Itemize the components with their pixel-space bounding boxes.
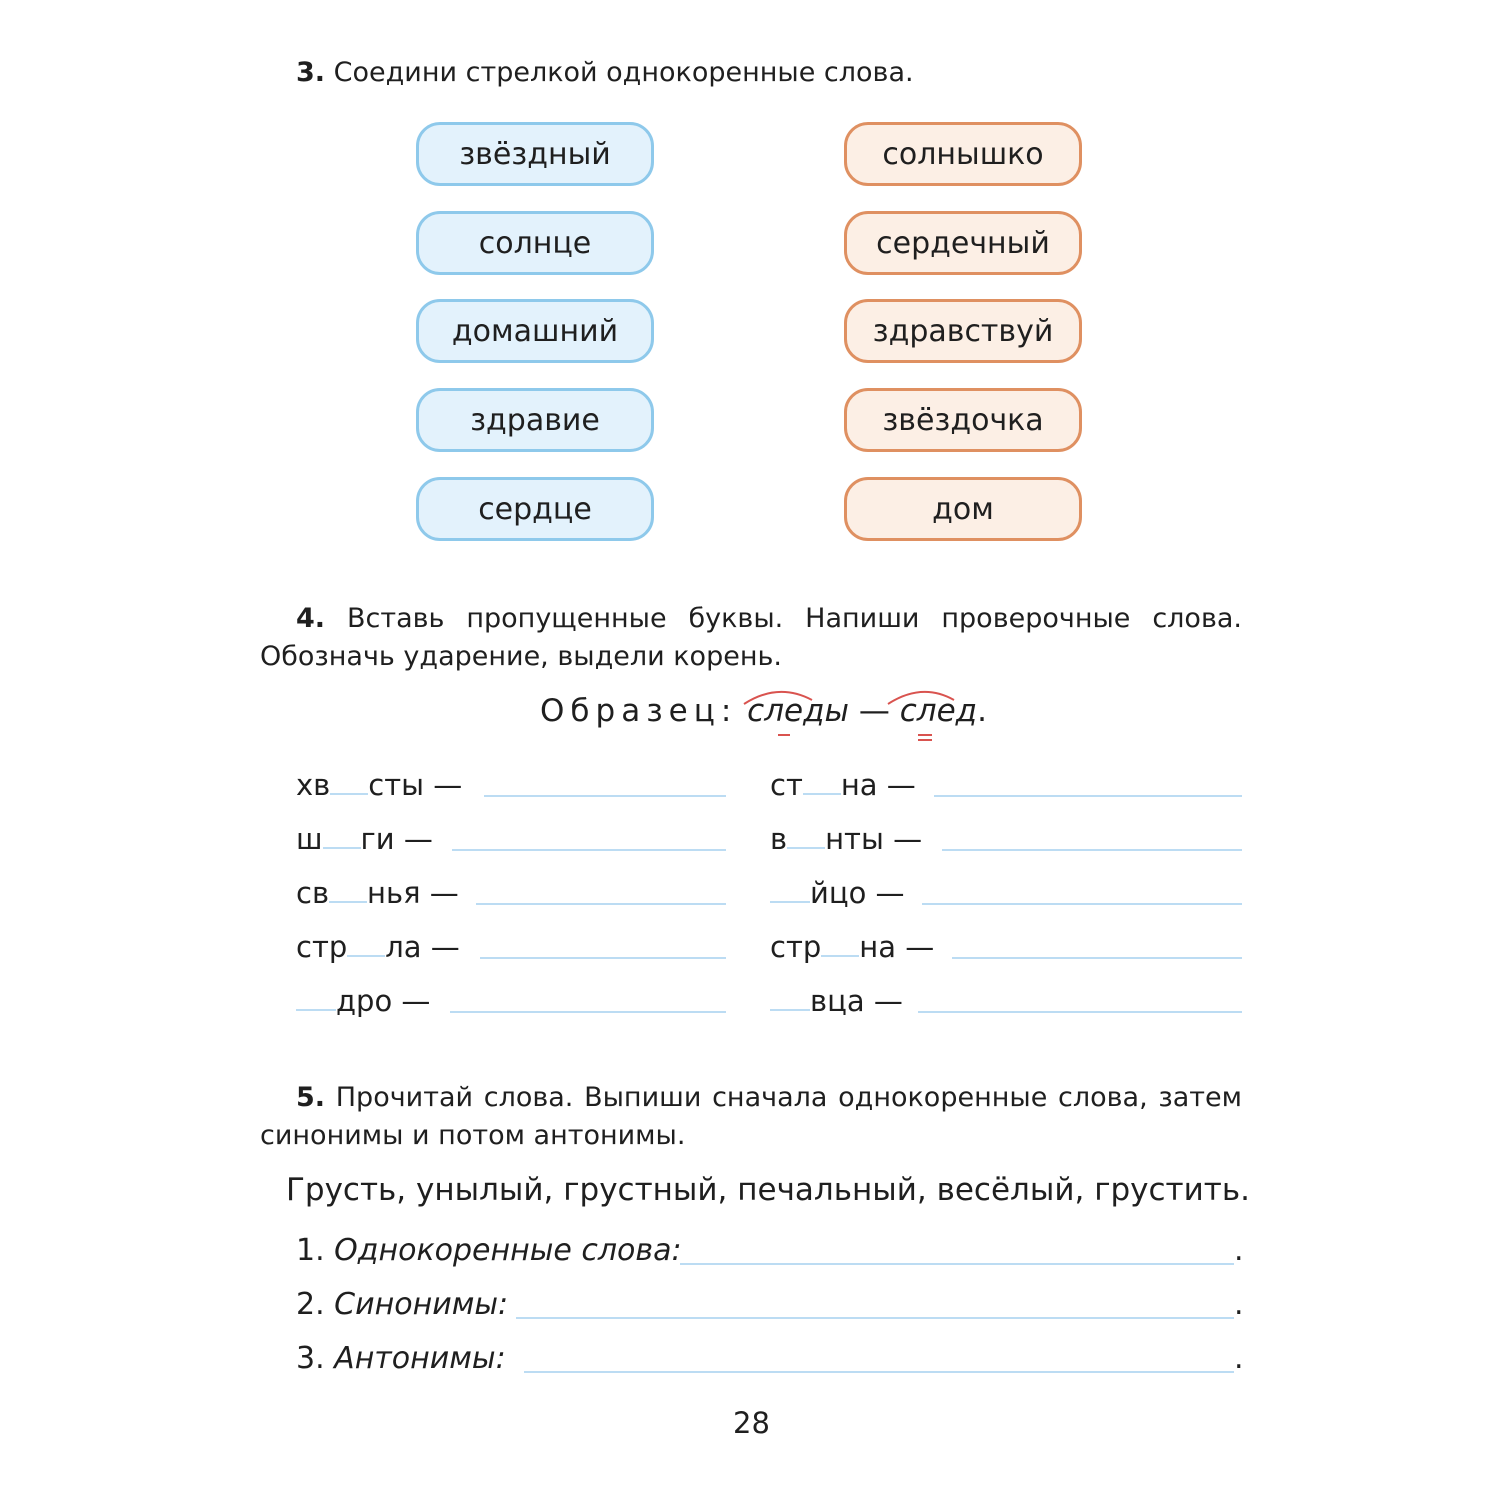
answer-line-3[interactable] xyxy=(524,1371,1234,1373)
answer-line-left-1[interactable] xyxy=(484,795,726,797)
word-list: Грусть, унылый, грустный, печальный, весёлый, грустить. xyxy=(286,1172,1250,1208)
missing-letter-blank[interactable] xyxy=(323,823,361,849)
task3-text: Соедини стрелкой однокоренные слова. xyxy=(333,57,914,88)
row-suffix: вца — xyxy=(810,984,903,1018)
fill-row-left-4 xyxy=(296,929,460,965)
fill-row-right-1 xyxy=(770,767,916,803)
missing-letter-blank[interactable] xyxy=(787,823,825,849)
left-word-4[interactable]: здравие xyxy=(416,388,654,452)
answer-line-right-3[interactable] xyxy=(922,903,1242,905)
fill-row-right-4 xyxy=(770,929,934,965)
fill-row-left-1 xyxy=(296,767,462,803)
row-prefix: хв xyxy=(296,768,331,802)
sample-root-marks xyxy=(730,678,970,748)
row-prefix: ш xyxy=(296,822,323,856)
answer-end-1: . xyxy=(1234,1233,1244,1268)
answer-label: Однокоренные слова: xyxy=(334,1233,682,1268)
missing-letter-blank[interactable] xyxy=(770,985,810,1011)
left-word-3[interactable]: домашний xyxy=(416,299,654,363)
answer-row-3 xyxy=(296,1341,506,1376)
right-word-4[interactable]: звёздочка xyxy=(844,388,1082,452)
missing-letter-blank[interactable] xyxy=(821,931,859,957)
answer-end-3: . xyxy=(1234,1341,1244,1376)
missing-letter-blank[interactable] xyxy=(329,877,367,903)
answer-line-right-2[interactable] xyxy=(942,849,1242,851)
row-suffix: йцо — xyxy=(810,876,905,910)
row-suffix: ги — xyxy=(360,822,433,856)
row-suffix: на — xyxy=(859,930,935,964)
answer-num: 3. xyxy=(296,1341,325,1376)
missing-letter-blank[interactable] xyxy=(803,769,841,795)
sample-word-2: след xyxy=(899,693,978,729)
answer-label: Синонимы: xyxy=(334,1287,509,1322)
row-suffix: ла — xyxy=(385,930,460,964)
sample-dash: — xyxy=(858,693,890,729)
row-suffix: нья — xyxy=(367,876,459,910)
sample-word-1: следы xyxy=(747,693,849,729)
root-arc-1 xyxy=(744,692,812,704)
task3-heading xyxy=(296,54,1246,92)
answer-line-2[interactable] xyxy=(516,1317,1234,1319)
fill-row-right-5 xyxy=(770,983,903,1019)
task4-number: 4. xyxy=(296,603,326,634)
fill-row-left-2 xyxy=(296,821,433,857)
answer-num: 2. xyxy=(296,1287,325,1322)
left-word-2[interactable]: солнце xyxy=(416,211,654,275)
task5-text: Прочитай слова. Выпиши сначала однокоренные слова, затем синонимы и потом антонимы. xyxy=(260,1082,1242,1151)
right-word-3[interactable]: здравствуй xyxy=(844,299,1082,363)
page-number: 28 xyxy=(733,1406,770,1440)
answer-line-left-5[interactable] xyxy=(450,1011,726,1013)
answer-line-left-3[interactable] xyxy=(476,903,726,905)
answer-line-left-4[interactable] xyxy=(480,957,726,959)
row-prefix: в xyxy=(770,822,788,856)
answer-line-right-1[interactable] xyxy=(934,795,1242,797)
answer-line-left-2[interactable] xyxy=(452,849,726,851)
left-word-1[interactable]: звёздный xyxy=(416,122,654,186)
right-word-5[interactable]: дом xyxy=(844,477,1082,541)
missing-letter-blank[interactable] xyxy=(330,769,368,795)
row-suffix: на — xyxy=(840,768,916,802)
fill-row-right-3 xyxy=(770,875,905,911)
answer-num: 1. xyxy=(296,1233,325,1268)
task4-heading xyxy=(260,600,1242,676)
missing-letter-blank[interactable] xyxy=(770,877,810,903)
answer-row-2 xyxy=(296,1287,508,1322)
answer-line-1[interactable] xyxy=(680,1263,1234,1265)
task5-number: 5. xyxy=(296,1082,326,1113)
task3-number: 3. xyxy=(296,57,326,88)
row-prefix: св xyxy=(296,876,330,910)
right-word-2[interactable]: сердечный xyxy=(844,211,1082,275)
row-prefix: стр xyxy=(770,930,822,964)
answer-line-right-4[interactable] xyxy=(952,957,1242,959)
missing-letter-blank[interactable] xyxy=(347,931,385,957)
task5-heading xyxy=(260,1079,1242,1155)
left-word-5[interactable]: сердце xyxy=(416,477,654,541)
fill-row-left-3 xyxy=(296,875,459,911)
right-word-1[interactable]: солнышко xyxy=(844,122,1082,186)
sample-label: Образец: xyxy=(540,693,738,729)
answer-row-1 xyxy=(296,1233,682,1268)
answer-label: Антонимы: xyxy=(334,1341,506,1376)
fill-row-right-2 xyxy=(770,821,922,857)
row-prefix: стр xyxy=(296,930,348,964)
sample-dot: . xyxy=(977,693,987,729)
row-suffix: дро — xyxy=(336,984,431,1018)
missing-letter-blank[interactable] xyxy=(296,985,336,1011)
row-suffix: нты — xyxy=(825,822,923,856)
row-suffix: сты — xyxy=(368,768,463,802)
root-arc-2 xyxy=(888,692,954,704)
task4-text: Вставь пропущенные буквы. Напиши проверочные слова. Обозначь ударение, выдели корень. xyxy=(260,603,1242,672)
row-prefix: ст xyxy=(770,768,803,802)
fill-row-left-5 xyxy=(296,983,430,1019)
answer-end-2: . xyxy=(1234,1287,1244,1322)
answer-line-right-5[interactable] xyxy=(918,1011,1242,1013)
